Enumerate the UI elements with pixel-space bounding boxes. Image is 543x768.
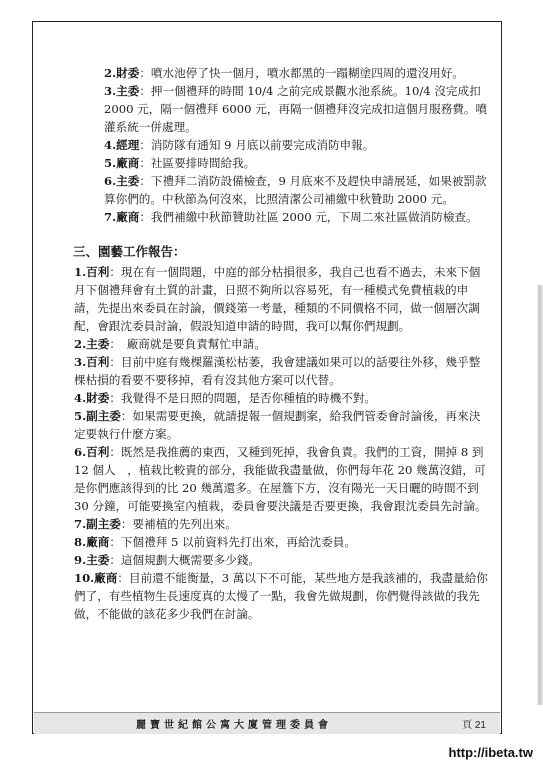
page-footer — [34, 712, 500, 734]
item-text: ：如果需要更換，就請提報一個規劃案，給我們管委會討論後，再來決定要執行什麼方案。 — [74, 409, 481, 441]
committee-discussion-list — [50, 64, 490, 226]
speaker-name: 廠商 — [116, 210, 140, 224]
item-number: 7. — [74, 517, 87, 531]
garden-item — [50, 533, 490, 551]
item-number: 8. — [74, 535, 87, 549]
speaker-name: 百利 — [86, 355, 110, 369]
garden-item — [50, 443, 490, 515]
item-text: ：社區要排時間給我。 — [139, 156, 256, 170]
speaker-name: 副主委 — [86, 409, 121, 423]
garden-item — [50, 353, 490, 389]
garden-report-list — [50, 263, 490, 623]
garden-item — [50, 569, 490, 623]
garden-item — [50, 335, 490, 353]
committee-item — [50, 136, 490, 154]
speaker-name: 百利 — [86, 265, 110, 279]
speaker-name: 廠商 — [94, 571, 118, 585]
item-number: 2. — [104, 66, 117, 80]
speaker-name: 經理 — [116, 138, 140, 152]
item-number: 7. — [104, 210, 117, 224]
item-number: 9. — [74, 553, 87, 567]
garden-item — [50, 263, 490, 335]
item-number: 3. — [74, 355, 87, 369]
item-number: 5. — [74, 409, 87, 423]
garden-item — [50, 515, 490, 533]
speaker-name: 主委 — [86, 553, 110, 567]
item-text: ：消防隊有通知 9 月底以前要完成消防申報。 — [139, 138, 375, 152]
speaker-name: 百利 — [86, 445, 110, 459]
speaker-name: 財委 — [86, 391, 110, 405]
item-text: ：我覺得不是日照的問題，是否你種植的時機不對。 — [109, 391, 376, 405]
item-text: ：要補植的先列出來。 — [120, 517, 237, 531]
item-text: ：我們補繳中秋節贊助社區 2000 元，下周二來社區做消防檢查。 — [139, 210, 478, 224]
item-text: ：下禮拜二消防設備檢查，9 月底來不及趕快申請展延，如果被罰款算你們的。中秋節為何沒來，比照清潔公司補繳中秋贊助 2000 元。 — [104, 174, 487, 206]
committee-item — [50, 172, 490, 208]
garden-item — [50, 389, 490, 407]
item-number: 4. — [74, 391, 87, 405]
garden-item — [50, 407, 490, 443]
binding-edge — [537, 285, 543, 705]
item-text: ：噴水池停了快一個月，噴水都黑的一蹋糊塗四周的還沒用好。 — [139, 66, 464, 80]
garden-item — [50, 551, 490, 569]
item-number: 6. — [74, 445, 87, 459]
item-number: 10. — [74, 571, 95, 585]
footer-title: 麗寶世紀館公寓大廈管理委員會 — [136, 720, 332, 731]
item-number: 3. — [104, 84, 117, 98]
speaker-name: 副主委 — [86, 517, 121, 531]
section-title: 三、園藝工作報告： — [73, 244, 186, 259]
committee-item — [50, 64, 490, 82]
item-text: ：目前中庭有幾棵羅漢松枯萎，我會建議如果可以的話要往外移，幾乎整棵枯損的看要不要移掉，看有沒其他方案可以代替。 — [74, 355, 481, 387]
item-number: 5. — [104, 156, 117, 170]
speaker-name: 財委 — [116, 66, 140, 80]
item-text: ：現在有一個問題，中庭的部分枯損很多，我自己也看不過去，未來下個月下個禮拜會有土質的計畫，日照不夠所以容易死，有一種模式免費植栽的申請，先提出來委員在討論，價錢第一考量，種類的不同價格不同，做一個層次調配，會跟沈委員討論，假設知道申請的時間，我可以幫你們規劃。 — [74, 265, 481, 333]
minutes-content — [50, 64, 490, 623]
watermark-url: http://ibeta.tw — [448, 745, 533, 760]
item-number: 4. — [104, 138, 117, 152]
item-number: 2. — [74, 337, 87, 351]
item-number: 1. — [74, 265, 87, 279]
speaker-name: 主委 — [86, 337, 110, 351]
item-text: ：下個禮拜 5 以前資料先打出來，再給沈委員。 — [109, 535, 356, 549]
speaker-name: 廠商 — [86, 535, 110, 549]
speaker-name: 廠商 — [116, 156, 140, 170]
committee-item — [50, 82, 490, 136]
item-number: 6. — [104, 174, 117, 188]
speaker-name: 主委 — [116, 84, 140, 98]
item-text: ：目前還不能衡量，3 萬以下不可能，某些地方是我該補的，我盡量給你們了，有些植物生長速度真的太慢了一點，我會先做規劃，你們覺得該做的我先做，不能做的該花多少我們在討論。 — [74, 571, 488, 621]
page-number: 頁 21 — [462, 720, 486, 731]
item-text: ：這個規劃大概需要多少錢。 — [109, 553, 261, 567]
item-text: ：既然是我推薦的東西，又種到死掉，我會負責。我們的工資，開掉 8 到 12 個人 ，植栽比較貴的部分，我能做我盡量做，你們每年花 20 幾萬沒錯，可是你們應該得到的比 20 幾萬還多。在屋簷下方，沒有陽光一天日曬的時間不到 30 分鐘，可能要換室內植栽，委員會要決議是否要更換，我會跟沈委員先討論。 — [74, 445, 487, 513]
committee-item — [50, 208, 490, 226]
speaker-name: 主委 — [116, 174, 140, 188]
item-text: ： 廠商就是要負責幫忙申請。 — [109, 337, 266, 351]
item-text: ：押一個禮拜的時間 10/4 之前完成景觀水池系統。10/4 沒完成扣 2000 元，隔一個禮拜 6000 元，再隔一個禮拜沒完成扣這個月服務費。噴灌系統一併處理。 — [104, 84, 488, 134]
committee-item — [50, 154, 490, 172]
